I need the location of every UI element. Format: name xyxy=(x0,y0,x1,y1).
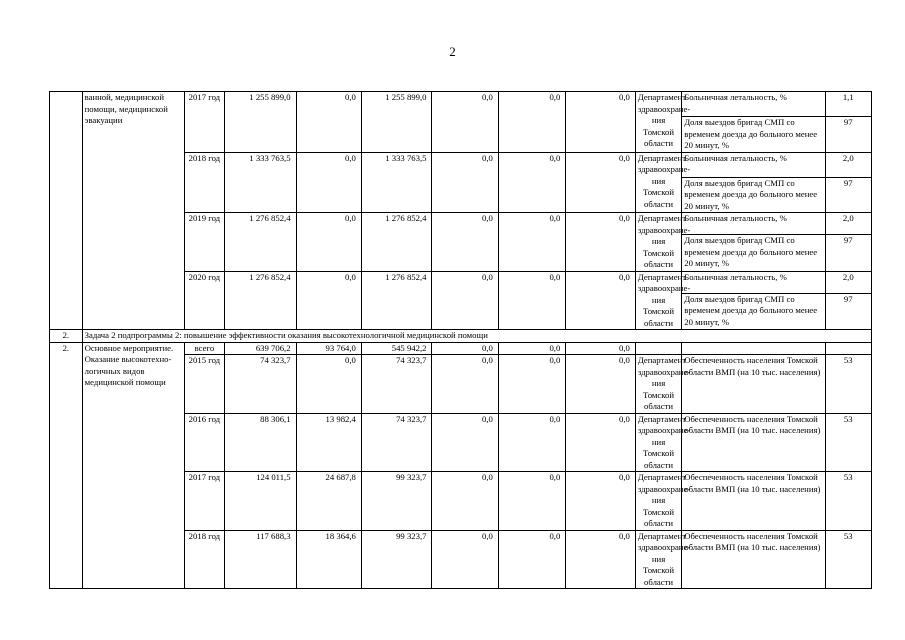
indicator-name-cell: Доля выездов бригад СМП со временем доезда до больного менее 20 минут, % xyxy=(682,293,825,329)
indicator-value-cell: 53 xyxy=(825,413,871,472)
amount-cell: 639 706,2 xyxy=(224,342,296,355)
executor-cell: Департамент здравоохране-ния Томской области xyxy=(635,152,681,213)
amount-cell: 0,0 xyxy=(498,530,565,589)
amount-cell: 1 276 852,4 xyxy=(224,271,296,330)
indicator-value-cell: 1,1 xyxy=(825,92,871,117)
executor-cell: Департамент здравоохране-ния Томской области xyxy=(635,355,681,414)
amount-cell: 0,0 xyxy=(498,213,565,272)
amount-cell: 1 255 899,0 xyxy=(361,92,432,153)
amount-cell: 0,0 xyxy=(566,530,636,589)
executor-cell xyxy=(635,342,681,355)
executor-cell: Департамент здравоохране-ния Томской области xyxy=(635,472,681,531)
indicator-value-cell: 97 xyxy=(825,177,871,213)
indicator-value-cell: 97 xyxy=(825,293,871,329)
indicator-name-cell: Обеспеченность населения Томской области ВМП (на 10 тыс. населения) xyxy=(682,472,825,531)
year-cell: 2020 год xyxy=(184,271,224,330)
amount-cell: 117 688,3 xyxy=(224,530,296,589)
amount-cell: 0,0 xyxy=(432,213,498,272)
amount-cell: 0,0 xyxy=(566,92,636,153)
amount-cell: 0,0 xyxy=(296,271,361,330)
indicator-name-cell: Доля выездов бригад СМП со временем доезда до больного менее 20 минут, % xyxy=(682,177,825,213)
amount-cell: 0,0 xyxy=(432,355,498,414)
indicator-name-cell: Больничная летальность, % xyxy=(682,213,825,235)
year-cell: 2017 год xyxy=(184,472,224,531)
amount-cell: 0,0 xyxy=(498,472,565,531)
row-number-cell xyxy=(50,92,83,330)
amount-cell: 88 306,1 xyxy=(224,413,296,472)
amount-cell: 0,0 xyxy=(566,413,636,472)
amount-cell: 0,0 xyxy=(432,92,498,153)
year-cell: 2019 год xyxy=(184,213,224,272)
year-cell: всего xyxy=(184,342,224,355)
year-cell: 2015 год xyxy=(184,355,224,414)
amount-cell: 99 323,7 xyxy=(361,530,432,589)
amount-cell: 1 276 852,4 xyxy=(361,271,432,330)
amount-cell: 0,0 xyxy=(296,152,361,213)
amount-cell: 0,0 xyxy=(498,271,565,330)
amount-cell: 74 323,7 xyxy=(224,355,296,414)
amount-cell: 0,0 xyxy=(296,355,361,414)
amount-cell: 0,0 xyxy=(498,92,565,153)
amount-cell: 0,0 xyxy=(566,152,636,213)
year-cell: 2018 год xyxy=(184,152,224,213)
amount-cell: 93 764,0 xyxy=(296,342,361,355)
amount-cell: 0,0 xyxy=(432,413,498,472)
amount-cell: 0,0 xyxy=(566,342,636,355)
task-row xyxy=(50,330,872,343)
indicator-name-cell: Обеспеченность населения Томской области ВМП (на 10 тыс. населения) xyxy=(682,530,825,589)
program-table xyxy=(49,91,872,589)
amount-cell: 0,0 xyxy=(566,472,636,531)
amount-cell: 74 323,7 xyxy=(361,355,432,414)
indicator-value-cell: 2,0 xyxy=(825,213,871,235)
indicator-value-cell: 2,0 xyxy=(825,271,871,293)
amount-cell: 0,0 xyxy=(566,271,636,330)
amount-cell: 99 323,7 xyxy=(361,472,432,531)
indicator-value-cell: 53 xyxy=(825,355,871,414)
executor-cell: Департамент здравоохране-ния Томской области xyxy=(635,413,681,472)
measure-name-cell: Основное мероприятие. Оказание высокотехно-логичных видов медицинской помощи xyxy=(82,342,184,589)
row-number-cell: 2. xyxy=(50,342,83,589)
amount-cell: 18 364,6 xyxy=(296,530,361,589)
page-number: 2 xyxy=(449,44,456,59)
indicator-value-cell: 2,0 xyxy=(825,152,871,177)
amount-cell: 124 011,5 xyxy=(224,472,296,531)
indicator-name-cell: Обеспеченность населения Томской области ВМП (на 10 тыс. населения) xyxy=(682,413,825,472)
task-number-cell: 2. xyxy=(50,330,83,343)
amount-cell: 13 982,4 xyxy=(296,413,361,472)
amount-cell: 0,0 xyxy=(566,213,636,272)
amount-cell: 0,0 xyxy=(498,355,565,414)
amount-cell: 0,0 xyxy=(498,342,565,355)
amount-cell: 0,0 xyxy=(296,92,361,153)
total-row xyxy=(50,342,872,355)
amount-cell: 1 255 899,0 xyxy=(224,92,296,153)
executor-cell: Департамент здравоохране-ния Томской области xyxy=(635,530,681,589)
indicator-name-cell: Доля выездов бригад СМП со временем доезда до больного менее 20 минут, % xyxy=(682,117,825,153)
indicator-name-cell: Больничная летальность, % xyxy=(682,92,825,117)
amount-cell: 0,0 xyxy=(296,213,361,272)
amount-cell: 0,0 xyxy=(432,342,498,355)
amount-cell: 1 276 852,4 xyxy=(224,213,296,272)
indicator-value-cell: 97 xyxy=(825,235,871,271)
year-cell: 2016 год xyxy=(184,413,224,472)
amount-cell: 24 687,8 xyxy=(296,472,361,531)
amount-cell: 0,0 xyxy=(566,355,636,414)
amount-cell: 545 942,2 xyxy=(361,342,432,355)
indicator-name-cell xyxy=(682,342,825,355)
indicator-value-cell: 53 xyxy=(825,472,871,531)
executor-cell: Департамент здравоохране-ния Томской области xyxy=(635,213,681,272)
table-body xyxy=(50,92,872,589)
task-text-cell: Задача 2 подпрограммы 2: повышение эффективности оказания высокотехнологичной медицинской помощи xyxy=(82,330,871,343)
amount-cell: 1 276 852,4 xyxy=(361,213,432,272)
indicator-value-cell xyxy=(825,342,871,355)
amount-cell: 0,0 xyxy=(432,271,498,330)
amount-cell: 0,0 xyxy=(432,472,498,531)
executor-cell: Департамент здравоохране-ния Томской области xyxy=(635,92,681,153)
indicator-name-cell: Больничная летальность, % xyxy=(682,271,825,293)
executor-cell: Департамент здравоохране-ния Томской области xyxy=(635,271,681,330)
table-row xyxy=(50,92,872,117)
indicator-name-cell: Обеспеченность населения Томской области ВМП (на 10 тыс. населения) xyxy=(682,355,825,414)
indicator-name-cell: Больничная летальность, % xyxy=(682,152,825,177)
amount-cell: 0,0 xyxy=(498,152,565,213)
indicator-value-cell: 53 xyxy=(825,530,871,589)
amount-cell: 0,0 xyxy=(432,152,498,213)
measure-name-cell: ванной, медицинской помощи, медицинской эвакуации xyxy=(82,92,184,330)
amount-cell: 0,0 xyxy=(498,413,565,472)
amount-cell: 1 333 763,5 xyxy=(361,152,432,213)
year-cell: 2018 год xyxy=(184,530,224,589)
amount-cell: 0,0 xyxy=(432,530,498,589)
amount-cell: 74 323,7 xyxy=(361,413,432,472)
year-cell: 2017 год xyxy=(184,92,224,153)
indicator-name-cell: Доля выездов бригад СМП со временем доезда до больного менее 20 минут, % xyxy=(682,235,825,271)
indicator-value-cell: 97 xyxy=(825,117,871,153)
amount-cell: 1 333 763,5 xyxy=(224,152,296,213)
